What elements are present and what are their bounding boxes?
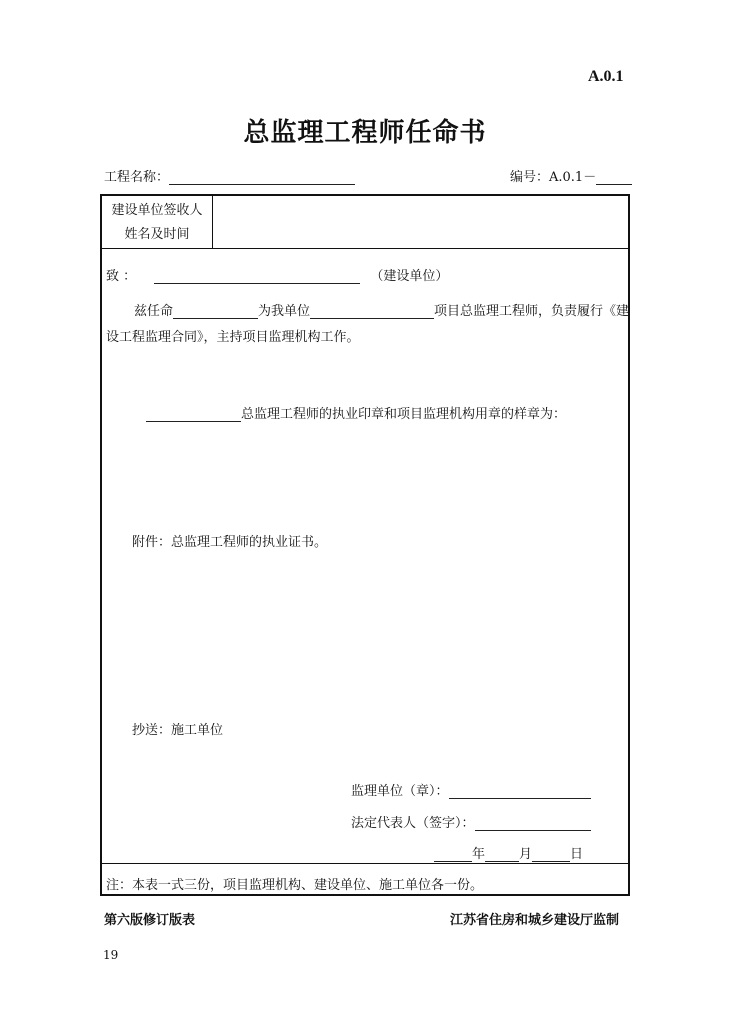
to-suffix: （建设单位） bbox=[370, 269, 449, 284]
signer-field[interactable] bbox=[214, 196, 628, 246]
row-divider bbox=[102, 248, 628, 249]
year-field[interactable] bbox=[434, 847, 472, 862]
number-row bbox=[510, 166, 632, 185]
project-name-label: 工程名称： bbox=[104, 170, 170, 185]
chief-name-field[interactable] bbox=[146, 407, 241, 422]
date-row bbox=[434, 843, 583, 862]
note-divider bbox=[102, 863, 628, 864]
para1-mid: 为我单位 bbox=[258, 304, 311, 319]
month-field[interactable] bbox=[485, 847, 519, 862]
legal-rep-row bbox=[351, 812, 591, 831]
para1-line2: 设工程监理合同》，主持项目监理机构工作。 bbox=[106, 330, 360, 345]
project-name-field[interactable] bbox=[169, 170, 355, 185]
signer-label bbox=[102, 199, 212, 247]
number-field[interactable] bbox=[596, 170, 632, 185]
page-title: 总监理工程师任命书 bbox=[243, 118, 487, 148]
appointee-field[interactable] bbox=[173, 304, 258, 319]
year-label: 年 bbox=[472, 847, 486, 862]
supervisor-unit-label: 监理单位（章）： bbox=[351, 784, 449, 799]
para1-suffix: 项目总监理工程师，负责履行《建 bbox=[434, 304, 630, 319]
signer-label-line2: 姓名及时间 bbox=[124, 227, 190, 242]
legal-rep-field[interactable] bbox=[475, 816, 591, 831]
form-note: 注：本表一式三份，项目监理机构、建设单位、施工单位各一份。 bbox=[106, 878, 484, 893]
para2 bbox=[146, 403, 566, 422]
month-label: 月 bbox=[519, 847, 533, 862]
day-label: 日 bbox=[570, 847, 584, 862]
edition-label: 第六版修订版表 bbox=[104, 913, 196, 928]
project-name-row bbox=[104, 166, 355, 185]
form-code: A.0.1 bbox=[588, 68, 624, 85]
day-field[interactable] bbox=[532, 847, 570, 862]
para1-line1 bbox=[134, 300, 629, 319]
para1-prefix: 兹任命 bbox=[134, 304, 174, 319]
page-number: 19 bbox=[103, 948, 119, 962]
issuer-label: 江苏省住房和城乡建设厅监制 bbox=[450, 913, 620, 928]
to-field[interactable] bbox=[154, 269, 360, 284]
to-row bbox=[106, 265, 448, 284]
supervisor-unit-row bbox=[351, 780, 591, 799]
project-field[interactable] bbox=[310, 304, 434, 319]
to-label: 致 ： bbox=[106, 269, 137, 284]
col-divider bbox=[212, 196, 213, 248]
legal-rep-label: 法定代表人（签字）： bbox=[351, 816, 475, 831]
signer-label-line1: 建设单位签收人 bbox=[111, 203, 203, 218]
supervisor-unit-field[interactable] bbox=[449, 784, 591, 799]
attachment-note: 附件：总监理工程师的执业证书。 bbox=[132, 535, 328, 550]
cc-note: 抄送：施工单位 bbox=[132, 723, 224, 738]
para2-suffix: 总监理工程师的执业印章和项目监理机构用章的样章为： bbox=[241, 407, 567, 422]
number-label: 编号：A.0.1－ bbox=[510, 170, 597, 185]
